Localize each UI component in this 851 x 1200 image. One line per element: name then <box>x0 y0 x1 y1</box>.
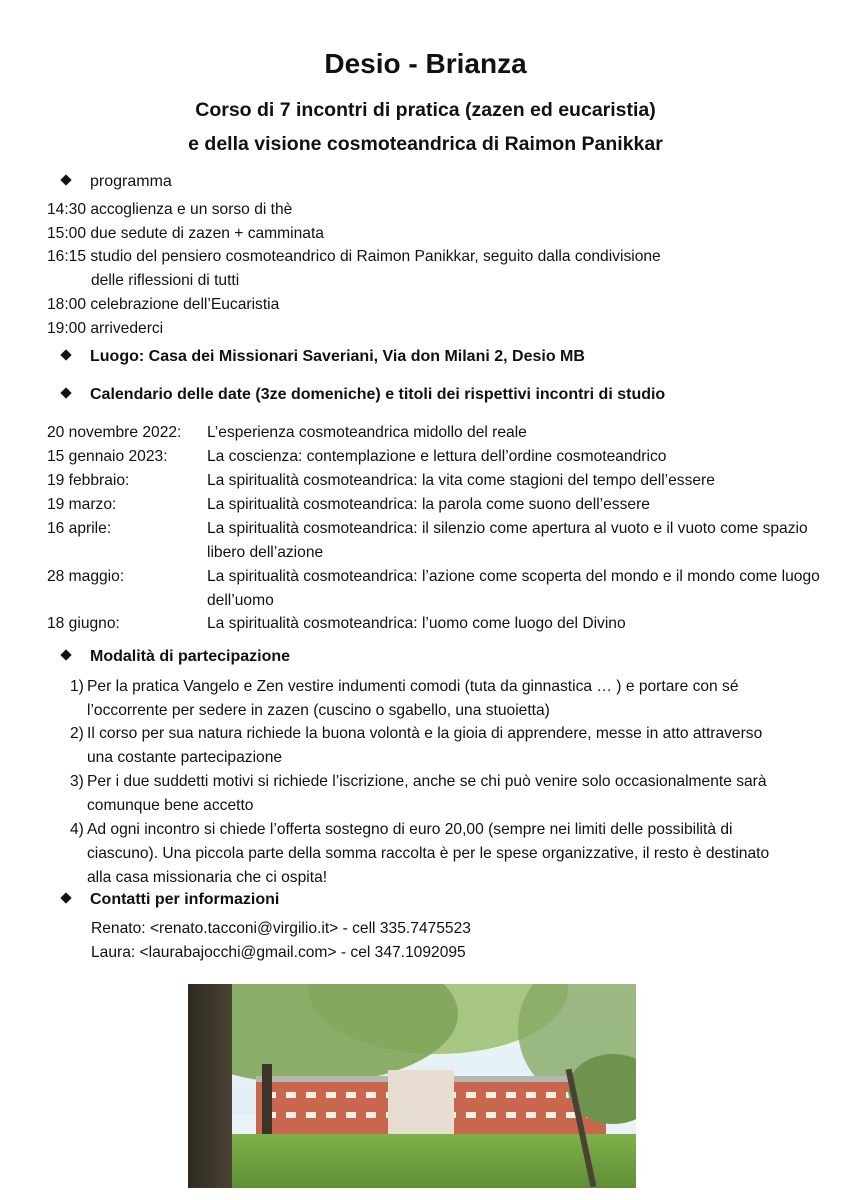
page-title: Desio - Brianza <box>324 48 527 79</box>
calendar-title: La spiritualità cosmoteandrica: il silenzio come apertura al vuoto e il vuoto come spazio libero dell’azione <box>207 520 808 561</box>
programma-line: 14:30 accoglienza e un sorso di thè <box>47 201 293 218</box>
programma-line: 19:00 arrivederci <box>47 320 164 337</box>
item-number: 4) <box>70 821 84 838</box>
programma-label: programma <box>90 173 172 190</box>
photo-building-entrance <box>388 1070 454 1140</box>
section-calendario <box>62 384 665 406</box>
section-modalita <box>62 646 290 668</box>
item-number: 2) <box>70 725 84 742</box>
section-luogo <box>62 346 585 368</box>
programma-line: 18:00 celebrazione dell’Eucaristia <box>47 296 280 313</box>
modalita-item <box>70 675 790 723</box>
section-programma <box>62 171 172 193</box>
programma-line: 16:15 studio del pensiero cosmoteandrico di Raimon Panikkar, seguito dalla condivisione <box>47 248 661 265</box>
photo-tree-trunk <box>188 984 232 1188</box>
modalita-item <box>70 818 790 890</box>
calendar-title: La spiritualità cosmoteandrica: l’azione come scoperta del mondo e il mondo come luogo dell’uomo <box>207 568 820 609</box>
contact-renato: Renato: <renato.tacconi@virgilio.it> - cell 335.7475523 <box>91 920 471 937</box>
calendario-label: Calendario delle date (3ze domeniche) e titoli dei rispettivi incontri di studio <box>90 386 666 403</box>
modalita-item <box>70 770 790 818</box>
mission-house-photo <box>188 984 636 1188</box>
calendar-title: La spiritualità cosmoteandrica: la vita come stagioni del tempo dell’essere <box>207 472 715 489</box>
calendar-date: 15 gennaio 2023: <box>47 448 168 465</box>
calendar-date: 18 giugno: <box>47 615 120 632</box>
section-contatti <box>62 889 279 911</box>
item-text: Ad ogni incontro si chiede l’offerta sostegno di euro 20,00 (sempre nei limiti delle possibilità di ciascuno). Una piccola parte della somma raccolta è per le spese organizzative, il resto è destinato alla casa missionaria che ci ospita! <box>87 821 770 886</box>
modalita-label: Modalità di partecipazione <box>90 648 291 665</box>
item-number: 1) <box>70 678 84 695</box>
calendar-title: La spiritualità cosmoteandrica: l’uomo come luogo del Divino <box>207 615 626 632</box>
diamond-bullet-icon <box>60 649 71 660</box>
calendar-date: 20 novembre 2022: <box>47 424 182 441</box>
item-text: Il corso per sua natura richiede la buona volontà e la gioia di apprendere, messe in atto attraverso una costante partecipazione <box>87 725 763 766</box>
photo-tree-trunk <box>262 1064 272 1144</box>
diamond-bullet-icon <box>60 387 71 398</box>
item-text: Per la pratica Vangelo e Zen vestire indumenti comodi (tuta da ginnastica … ) e portare con sé l’occorrente per sedere in zazen (cuscino o sgabello, una stuoietta) <box>87 678 739 719</box>
programma-line: delle riflessioni di tutti <box>91 272 240 289</box>
subtitle-panikkar: e della visione cosmoteandrica di Raimon Panikkar <box>188 133 663 155</box>
calendar-title: La coscienza: contemplazione e lettura dell’ordine cosmoteandrico <box>207 448 667 465</box>
programma-line: 15:00 due sedute di zazen + camminata <box>47 225 324 242</box>
calendar-title: L’esperienza cosmoteandrica midollo del reale <box>207 424 527 441</box>
contatti-label: Contatti per informazioni <box>90 891 280 908</box>
calendar-date: 19 marzo: <box>47 496 117 513</box>
diamond-bullet-icon <box>60 174 71 185</box>
calendar-title: La spiritualità cosmoteandrica: la parola come suono dell’essere <box>207 496 650 513</box>
diamond-bullet-icon <box>60 892 71 903</box>
modalita-item <box>70 722 790 770</box>
item-text: Per i due suddetti motivi si richiede l’iscrizione, anche se chi può venire solo occasionalmente sarà comunque bene accetto <box>87 773 767 814</box>
calendar-date: 16 aprile: <box>47 520 112 537</box>
calendar-date: 19 febbraio: <box>47 472 130 489</box>
calendar-date: 28 maggio: <box>47 568 125 585</box>
subtitle-course: Corso di 7 incontri di pratica (zazen ed eucaristia) <box>195 99 656 121</box>
item-number: 3) <box>70 773 84 790</box>
contact-laura: Laura: <laurabajocchi@gmail.com> - cel 347.1092095 <box>91 944 466 961</box>
diamond-bullet-icon <box>60 349 71 360</box>
luogo-text: Luogo: Casa dei Missionari Saveriani, Via don Milani 2, Desio MB <box>90 348 585 365</box>
photo-lawn <box>188 1134 636 1188</box>
